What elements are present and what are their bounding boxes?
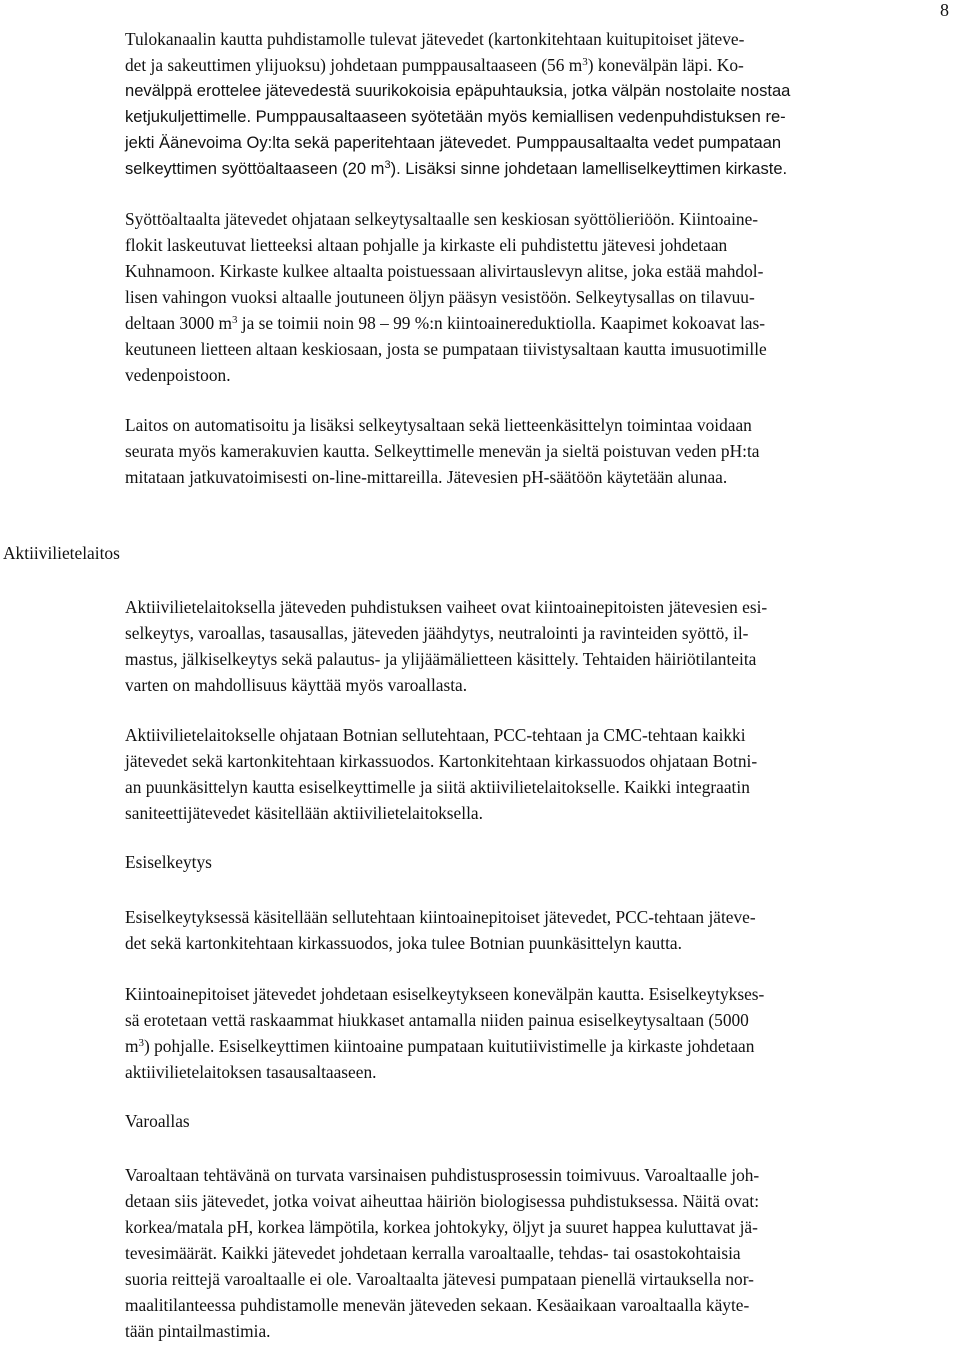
section-paragraph-2 [125,722,955,826]
text-line: Aktiivilietelaitokselle ohjataan Botnian sellutehtaan, PCC-tehtaan ja CMC-tehtaan kaikki [125,725,746,745]
text-line: Tulokanaalin kautta puhdistamolle tulevat jätevedet (kartonkitehtaan kuitupitoiset jäteve- [125,29,745,49]
text-line: lisen vahingon vuoksi altaalle joutuneen öljyn pääsyn vesistöön. Selkeytysallas on tilavuu- [125,287,755,307]
text-line: Laitos on automatisoitu ja lisäksi selkeytysaltaan sekä lietteenkäsittelyn toimintaa voidaan [125,415,752,435]
text-line: vedenpoistoon. [125,365,231,385]
intro-paragraph-3 [125,412,955,490]
text-line: selkeytys, varoallas, tasausallas, jäteveden jäähdytys, neutralointi ja ravinteiden syöttö, il- [125,623,749,643]
text-line: Syöttöaltaalta jätevedet ohjataan selkeytysaltaalle sen keskiosan syöttölieriöön. Kiintoaine- [125,209,759,229]
esiselkeytys-paragraph-2 [125,981,955,1085]
section-heading: Aktiivilietelaitos [3,543,120,563]
text-line: tevesimäärät. Kaikki jätevedet johdetaan kerralla varoaltaalle, tehdas- tai osastokohtaisia [125,1243,741,1263]
text-line: Varoaltaan tehtävänä on turvata varsinaisen puhdistusprosessin toimivuus. Varoaltaalle joh- [125,1165,760,1185]
text-line: varten on mahdollisuus käyttää myös varoallasta. [125,675,468,695]
text-line: mastus, jälkiselkeytys sekä palautus- ja ylijäämälietteen käsittely. Tehtaiden häiriötilanteita [125,649,757,669]
text-line: tään pintailmastimia. [125,1321,271,1341]
subsection-heading-varoallas: Varoallas [125,1111,190,1131]
subsection-heading-esiselkeytys: Esiselkeytys [125,852,212,872]
text-line: jätevedet sekä kartonkitehtaan kirkassuodos. Kartonkitehtaan kirkassuodos ohjataan Botni- [125,751,758,771]
text-line: Esiselkeytyksessä käsitellään sellutehtaan kiintoainepitoiset jätevedet, PCC-tehtaan jäteve- [125,907,756,927]
page-number: 8 [940,0,949,20]
text-line: det ja sakeuttimen ylijuoksu) johdetaan pumppausaltaaseen (56 $m^3$) konevälpän läpi. Ko- [125,55,744,75]
text-line: Kiintoainepitoiset jätevedet johdetaan esiselkeytykseen konevälpän kautta. Esiselkeytykses- [125,984,765,1004]
text-line: selkeyttimen syöttöaltaaseen (20 $m^3$). Lisäksi sinne johdetaan lamelliselkeyttimen kirkaste. [125,159,788,178]
section-paragraph-1 [125,594,955,698]
text-line: aktiivilietelaitoksen tasausaltaaseen. [125,1062,377,1082]
text-line: suoria reittejä varoaltaalle ei ole. Varoaltaalta jätevesi pumpataan pienellä virtauksella nor- [125,1269,754,1289]
esiselkeytys-paragraph-1 [125,904,955,956]
text-line: Aktiivilietelaitoksella jäteveden puhdistuksen vaiheet ovat kiintoainepitoisten jätevesien esi- [125,597,768,617]
text-line: sä erotetaan vettä raskaammat hiukkaset antamalla niiden painua esiselkeytysaltaan (5000 [125,1010,749,1030]
text-line: det sekä kartonkitehtaan kirkassuodos, joka tulee Botnian puunkäsittelyn kautta. [125,933,682,953]
text-line: ketjukuljettimelle. Pumppausaltaaseen syötetään myös kemiallisen vedenpuhdistuksen re- [125,107,786,126]
text-line: $m^3$) pohjalle. Esiselkeyttimen kiintoaine pumpataan kuitutiivistimelle ja kirkaste johdetaan [125,1036,755,1056]
text-line: saniteettijätevedet käsitellään aktiivilietelaitoksella. [125,803,483,823]
text-line: deltaan 3000 $m^3$ ja se toimii noin 98 – 99 %:n kiintoainereduktiolla. Kaapimet kokoavat las- [125,313,766,333]
text-line: flokit laskeutuvat lietteeksi altaan pohjalle ja kirkaste eli puhdistettu jätevesi johdetaan [125,235,728,255]
intro-paragraph-1 [125,26,955,182]
text-line: nevälppä erottelee jätevedestä suurikokoisia epäpuhtauksia, jotka välpän nostolaite nostaa [125,81,791,100]
text-line: mitataan jatkuvatoimisesti on-line-mittareilla. Jätevesien pH-säätöön käytetään alunaa. [125,467,728,487]
text-line: Kuhnamoon. Kirkaste kulkee altaalta poistuessaan alivirtauslevyn alitse, joka estää mahdol- [125,261,764,281]
text-line: keutuneen lietteen altaan keskiosaan, josta se pumpataan tiivistysaltaan kautta imusuotimille [125,339,767,359]
text-line: jekti Äänevoima Oy:lta sekä paperitehtaan jätevedet. Pumppausaltaalta vedet pumpataan [125,133,782,152]
text-line: an puunkäsittelyn kautta esiselkeyttimelle ja siitä aktiivilietelaitokselle. Kaikki integraatin [125,777,750,797]
text-line: korkea/matala pH, korkea lämpötila, korkea johtokyky, öljyt ja suuret happea kuluttavat jä- [125,1217,758,1237]
varoallas-paragraph-1 [125,1162,955,1344]
intro-paragraph-2 [125,206,955,388]
text-line: seurata myös kamerakuvien kautta. Selkeyttimelle menevän ja sieltä poistuvan veden pH:ta [125,441,760,461]
text-line: maalitilanteessa puhdistamolle menevän jäteveden sekaan. Kesäaikaan varoaltaalla käyte- [125,1295,750,1315]
text-line: detaan siis jätevedet, jotka voivat aiheuttaa häiriön biologisessa puhdistuksessa. Näitä ovat: [125,1191,760,1211]
